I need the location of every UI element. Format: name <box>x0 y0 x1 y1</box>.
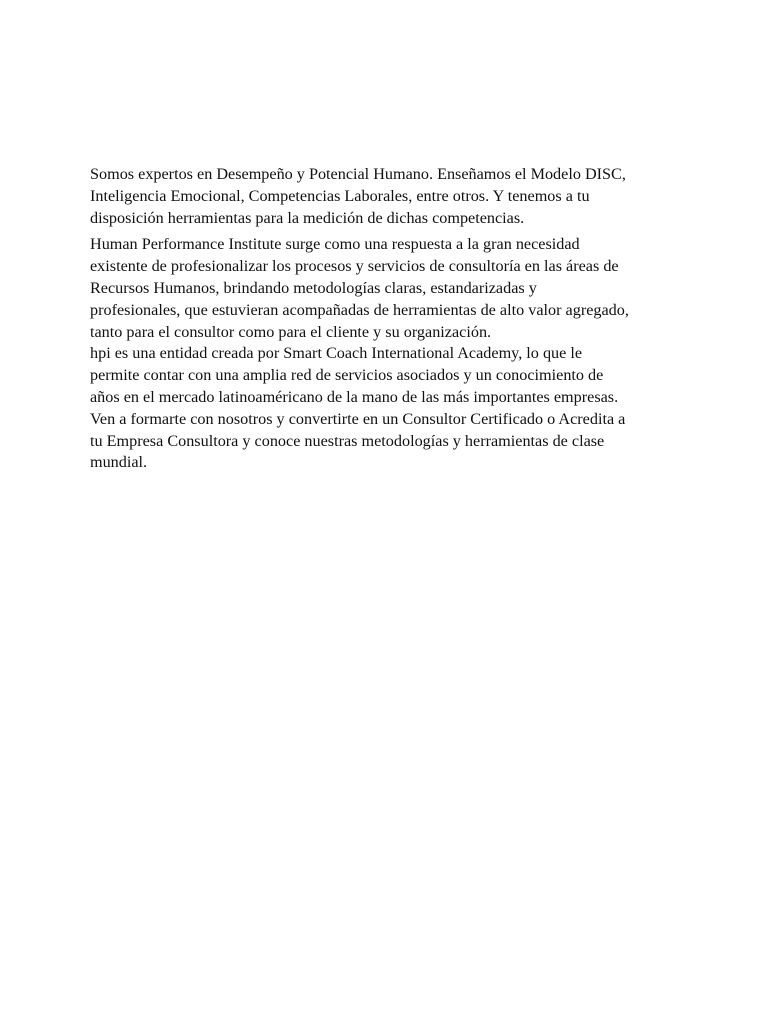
paragraph-line: Inteligencia Emocional, Competencias Laborales, entre otros. Y tenemos a tu <box>90 186 590 205</box>
paragraph-line: profesionales, que estuvieran acompañadas de herramientas de alto valor agregado, <box>90 300 629 319</box>
paragraph-line: tanto para el consultor como para el cliente y su organización. <box>90 322 492 341</box>
paragraph-line: existente de profesionalizar los procesos y servicios de consultoría en las áreas de <box>90 257 619 276</box>
document-body <box>90 164 690 474</box>
paragraph-line: hpi es una entidad creada por Smart Coach International Academy, lo que le <box>90 344 583 363</box>
paragraph-line: Somos expertos en Desempeño y Potencial Humano. Enseñamos el Modelo DISC, <box>90 165 626 183</box>
paragraph-line: Recursos Humanos, brindando metodologías claras, estandarizadas y <box>90 278 537 297</box>
paragraph-line: Ven a formarte con nosotros y convertirte en un Consultor Certificado o Acredita a <box>90 409 626 428</box>
paragraph-line: disposición herramientas para la medición de dichas competencias. <box>90 208 525 227</box>
paragraph-line: Human Performance Institute surge como una respuesta a la gran necesidad <box>90 235 580 254</box>
paragraph-about <box>90 234 690 474</box>
paragraph-intro <box>90 164 690 229</box>
paragraph-line: mundial. <box>90 453 148 472</box>
paragraph-line: años en el mercado latinoaméricano de la mano de las más importantes empresas. <box>90 387 619 406</box>
paragraph-line: permite contar con una amplia red de servicios asociados y un conocimiento de <box>90 366 604 385</box>
paragraph-line: tu Empresa Consultora y conoce nuestras metodologías y herramientas de clase <box>90 431 605 450</box>
